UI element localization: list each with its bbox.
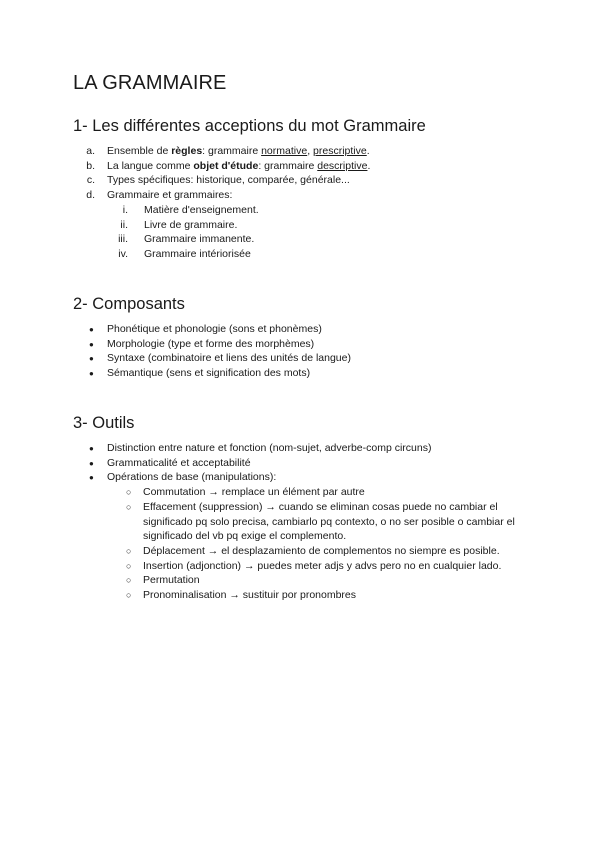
item-text: Grammaire immanente.: [144, 233, 255, 246]
item-bold-text: objet d'étude: [193, 159, 259, 172]
list-item: [89, 456, 527, 471]
item-text: Matière d'enseignement.: [144, 203, 259, 216]
sub-list: [107, 485, 527, 603]
bullet-icon: ●: [89, 444, 94, 453]
item-underlined-text: descriptive: [317, 159, 368, 172]
sub-list-item: [120, 218, 427, 233]
list-item: [86, 159, 427, 174]
item-text: .: [367, 159, 371, 172]
item-text: Insertion (adjonction) → puedes meter adjs y advs pero no en cualquier lado.: [143, 559, 502, 572]
item-text: Phonétique et phonologie (sons et phonèmes): [107, 323, 322, 335]
item-text: ,: [307, 145, 314, 157]
list-marker: a.: [86, 145, 95, 157]
list-item: [86, 144, 427, 159]
item-text: La langue comme: [107, 159, 194, 172]
section-1-list: [86, 144, 427, 262]
item-underlined-text: prescriptive: [313, 145, 367, 157]
page-title: LA GRAMMAIRE: [73, 72, 227, 94]
item-text: Syntaxe (combinatoire et liens des unités de langue): [107, 352, 351, 365]
circle-bullet-icon: ○: [126, 487, 132, 498]
item-text: Grammaticalité et acceptabilité: [107, 456, 251, 469]
item-text: Morphologie (type et forme des morphèmes): [107, 337, 315, 350]
sub-list-item: [126, 485, 527, 500]
sub-list-item: [118, 232, 427, 247]
list-item: [86, 188, 427, 262]
bullet-icon: ●: [89, 369, 94, 379]
list-marker: ii.: [120, 218, 128, 231]
sub-list-item: [126, 573, 527, 588]
list-item: [89, 470, 527, 602]
bullet-icon: ●: [89, 354, 94, 364]
section-1-heading: 1- Les différentes acceptions du mot Grammaire: [73, 117, 426, 135]
list-marker: iv.: [118, 247, 128, 260]
section-3-list: [89, 441, 527, 603]
sub-list-item: [122, 203, 427, 218]
list-marker: c.: [86, 174, 95, 187]
sub-list-item: [118, 247, 427, 262]
item-text: Effacement (suppression) → cuando se eliminan cosas puede no cambiar el significado pq solo precisa, cambiarlo pq contexto, o no ser posible o cambiar el significado del vb pq exige el complemento.: [143, 500, 515, 543]
list-item: [89, 366, 407, 381]
circle-bullet-icon: ○: [126, 545, 132, 556]
item-text: Livre de grammaire.: [144, 218, 238, 231]
item-text: Déplacement → el desplazamiento de complementos no siempre es posible.: [143, 544, 500, 557]
bullet-icon: ●: [89, 458, 94, 468]
bullet-icon: ●: [89, 325, 94, 334]
item-text: Opérations de base (manipulations):: [107, 471, 277, 484]
section-3-heading: 3- Outils: [73, 414, 135, 432]
list-marker: d.: [86, 189, 95, 202]
sub-list-item: [126, 544, 527, 559]
list-marker: iii.: [118, 233, 128, 246]
section-2-heading: 2- Composants: [73, 295, 185, 313]
item-text: Distinction entre nature et fonction (nom-sujet, adverbe-comp circuns): [107, 442, 432, 454]
item-text: Grammaire et grammaires:: [107, 189, 233, 202]
circle-bullet-icon: ○: [126, 590, 132, 601]
circle-bullet-icon: ○: [126, 560, 132, 571]
bullet-icon: ●: [89, 339, 94, 349]
item-underlined-text: normative: [261, 145, 308, 157]
list-item: [89, 322, 407, 337]
item-text: Commutation → remplace un élément par autre: [143, 486, 365, 499]
item-text: Types spécifiques: historique, comparée, générale...: [107, 174, 350, 187]
item-text: : grammaire: [202, 145, 262, 157]
list-item: [89, 337, 407, 352]
item-text: Pronominalisation → sustituir por pronombres: [143, 589, 357, 602]
item-text: Permutation: [143, 574, 200, 587]
sub-list-item: [126, 559, 527, 574]
list-item: [86, 173, 427, 188]
item-text: .: [366, 145, 370, 157]
item-text: Sémantique (sens et signification des mots): [107, 367, 311, 380]
sub-list-item: [126, 500, 527, 544]
item-text: Ensemble de: [107, 145, 172, 157]
list-item: [89, 351, 407, 366]
item-text: : grammaire: [258, 159, 318, 172]
list-marker: i.: [122, 203, 128, 216]
sub-list-item: [126, 588, 527, 603]
circle-bullet-icon: ○: [126, 575, 132, 586]
sub-list: [107, 203, 427, 262]
bullet-icon: ●: [89, 473, 94, 483]
list-marker: b.: [86, 159, 95, 172]
list-item: [89, 441, 527, 456]
item-bold-text: règles: [171, 145, 203, 157]
circle-bullet-icon: ○: [126, 501, 132, 512]
item-text: Grammaire intériorisée: [144, 247, 251, 260]
section-2-list: [89, 322, 407, 381]
